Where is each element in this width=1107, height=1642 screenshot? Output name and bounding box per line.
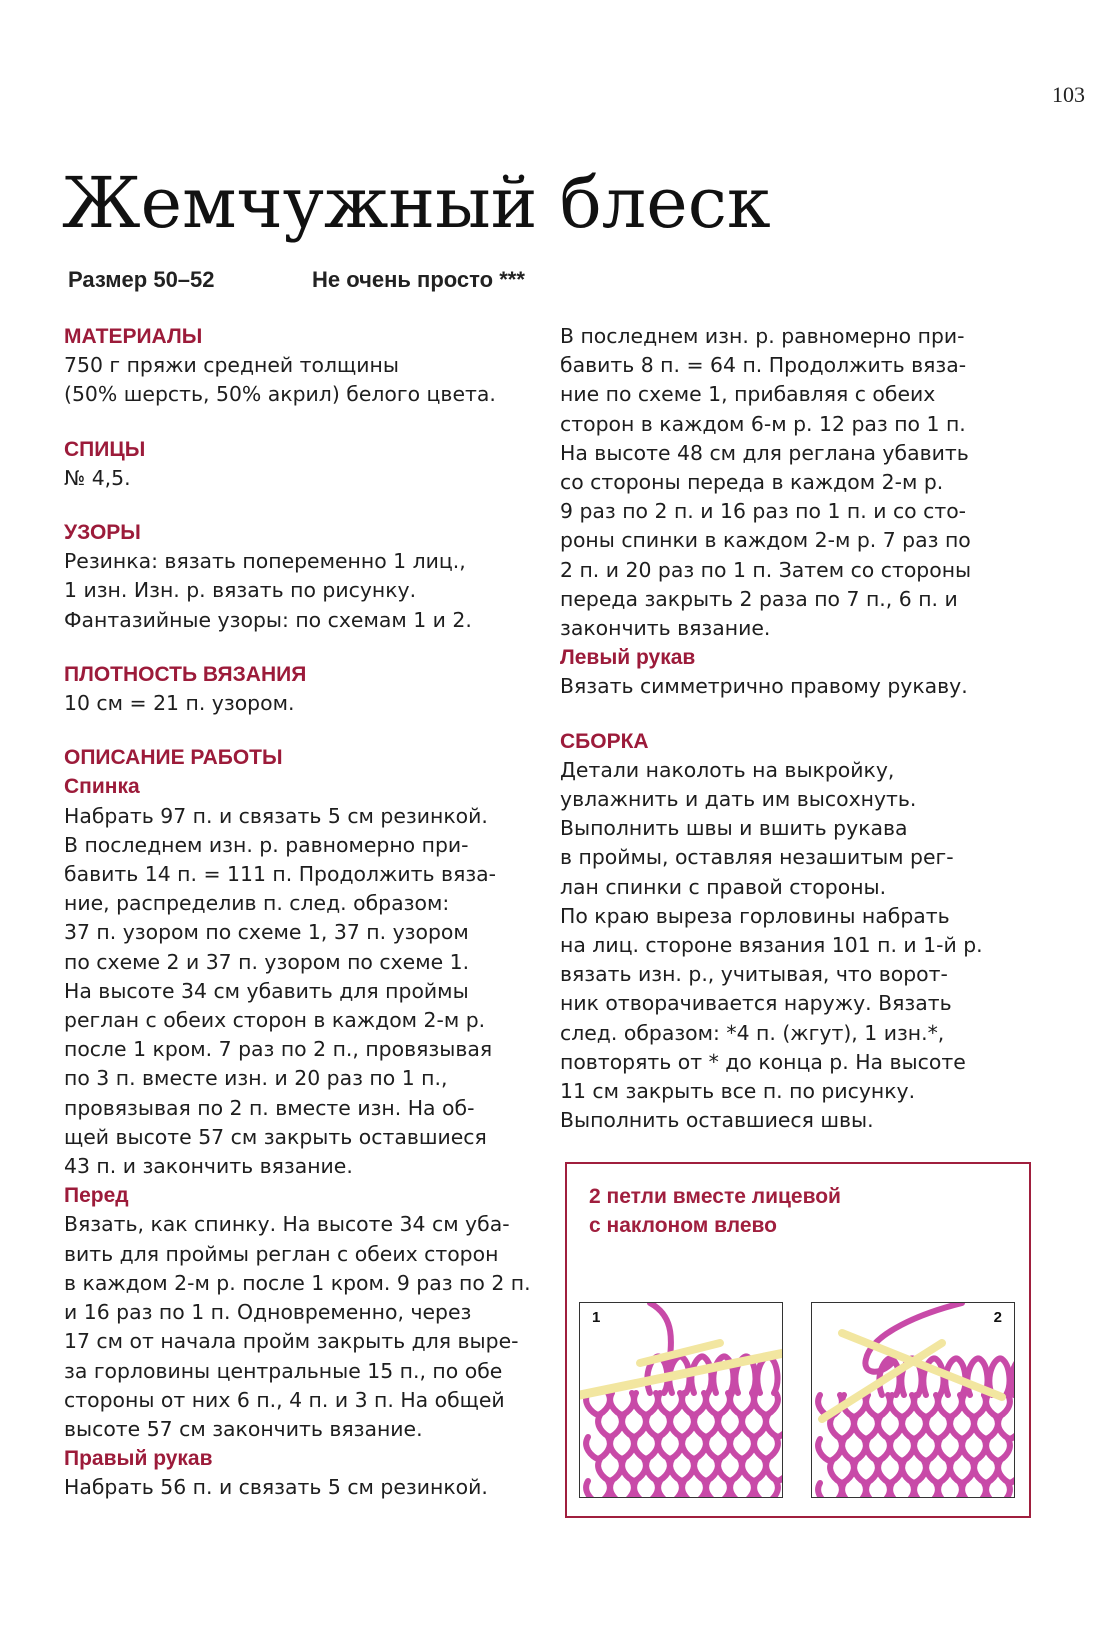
stitch-loop bbox=[938, 1395, 962, 1417]
stitch-loop bbox=[718, 1459, 742, 1481]
stitch-loop bbox=[694, 1459, 718, 1481]
right-column bbox=[560, 322, 1030, 1135]
stitch-loop bbox=[742, 1459, 766, 1481]
text-line: повторять от * до конца р. На высоте bbox=[560, 1049, 966, 1074]
stitch-loop bbox=[754, 1481, 778, 1498]
stitch-loop bbox=[598, 1415, 622, 1437]
text-line: Вязать симметрично правому рукаву. bbox=[560, 674, 968, 699]
text-line: след. образом: *4 п. (жгут), 1 изн.*, bbox=[560, 1020, 945, 1045]
stitch-loop bbox=[842, 1439, 866, 1461]
text-line: после 1 кром. 7 раз по 2 п., провязывая bbox=[64, 1037, 493, 1062]
stitch-loop bbox=[766, 1459, 783, 1481]
text-line: 43 п. и закончить вязание. bbox=[64, 1154, 353, 1179]
stitch-loop bbox=[998, 1461, 1015, 1483]
text-line: на лиц. стороне вязания 101 п. и 1-й р. bbox=[560, 933, 983, 958]
size-label: Размер 50–52 bbox=[68, 267, 215, 292]
text-line: бавить 14 п. = 111 п. Продолжить вяза- bbox=[64, 862, 497, 887]
text-line: Набрать 56 п. и связать 5 см резинкой. bbox=[64, 1475, 488, 1500]
stitch-loop bbox=[974, 1417, 998, 1439]
stitch-loop bbox=[586, 1481, 610, 1498]
text-line: реглан с обеих сторон в каждом 2-м р. bbox=[64, 1008, 486, 1033]
text-line: Резинка: вязать попеременно 1 лиц., bbox=[64, 549, 466, 574]
stitch-loop bbox=[670, 1459, 694, 1481]
illustration-title bbox=[589, 1182, 841, 1240]
stitch-loop bbox=[926, 1417, 950, 1439]
left-column bbox=[64, 322, 544, 1503]
illustration-title-line2: с наклоном влево bbox=[589, 1214, 777, 1237]
page-title: Жемчужный блеск bbox=[62, 162, 771, 244]
stitch-loop bbox=[938, 1483, 962, 1498]
stitch-loop bbox=[730, 1393, 754, 1415]
text-line: 2 п. и 20 раз по 1 п. Затем со стороны bbox=[560, 557, 972, 582]
stitch-loop bbox=[634, 1481, 658, 1498]
text-line: 37 п. узором по схеме 1, 37 п. узором bbox=[64, 920, 469, 945]
stitch-loop bbox=[818, 1483, 842, 1498]
text-line: высоте 57 см закончить вязание. bbox=[64, 1416, 423, 1441]
stitch-loop bbox=[706, 1393, 730, 1415]
stitch-loop bbox=[854, 1461, 878, 1483]
text-line: 10 см = 21 п. узором. bbox=[64, 691, 295, 716]
stitch-loop bbox=[622, 1415, 646, 1437]
text-line: вить для проймы реглан с обеих сторон bbox=[64, 1241, 499, 1266]
stitch-loop bbox=[962, 1395, 986, 1417]
text-line: переда закрыть 2 раза по 7 п., 6 п. и bbox=[560, 586, 958, 611]
stitch-loop bbox=[646, 1459, 670, 1481]
stitch-loop bbox=[610, 1437, 634, 1459]
text-line: Детали наколоть на выкройку, bbox=[560, 757, 895, 782]
text-line: по схеме 2 и 37 п. узором по схеме 1. bbox=[64, 949, 470, 974]
text-line: ник отворачивается наружу. Вязать bbox=[560, 991, 952, 1016]
stitch-loop bbox=[754, 1393, 778, 1415]
stitch-loop bbox=[754, 1437, 778, 1459]
text-line: вязать изн. р., учитывая, что ворот- bbox=[560, 962, 948, 987]
stitch-loop bbox=[914, 1483, 938, 1498]
stitch-loop bbox=[818, 1439, 842, 1461]
text-line: закончить вязание. bbox=[560, 616, 771, 641]
knitting-diagram-2 bbox=[812, 1303, 1015, 1498]
section-heading: УЗОРЫ bbox=[64, 521, 141, 545]
subsection-heading: Спинка bbox=[64, 775, 140, 799]
stitch-loop bbox=[890, 1483, 914, 1498]
stitch-loop bbox=[598, 1459, 622, 1481]
illustration-title-line1: 2 петли вместе лицевой bbox=[589, 1185, 841, 1208]
difficulty-label: Не очень просто *** bbox=[312, 267, 525, 292]
stitch-loop bbox=[1011, 1358, 1015, 1395]
text-line: Набрать 97 п. и связать 5 см резинкой. bbox=[64, 803, 488, 828]
stitch-loop bbox=[914, 1395, 938, 1417]
stitch-loop bbox=[986, 1439, 1010, 1461]
stitch-loop bbox=[902, 1417, 926, 1439]
stitch-loop bbox=[706, 1481, 730, 1498]
page-number: 103 bbox=[1052, 82, 1085, 107]
text-line: 750 г пряжи средней толщины bbox=[64, 353, 399, 378]
text-line: По краю выреза горловины набрать bbox=[560, 903, 950, 928]
text-line: со стороны переда в каждом 2-м р. bbox=[560, 470, 944, 495]
text-line: ние, распределив п. след. образом: bbox=[64, 891, 450, 916]
stitch-loop bbox=[926, 1461, 950, 1483]
text-line: роны спинки в каждом 2-м р. 7 раз по bbox=[560, 528, 971, 553]
illustration-box bbox=[565, 1162, 1031, 1518]
stitch-loop bbox=[890, 1395, 914, 1417]
stitch-loop bbox=[742, 1415, 766, 1437]
text-line: Выполнить оставшиеся швы. bbox=[560, 1108, 874, 1133]
text-line: № 4,5. bbox=[64, 465, 131, 490]
text-line: провязывая по 2 п. вместе изн. На об- bbox=[64, 1095, 475, 1120]
stitch-loop bbox=[586, 1437, 610, 1459]
text-line: бавить 8 п. = 64 п. Продолжить вяза- bbox=[560, 353, 967, 378]
stitch-loop bbox=[866, 1439, 890, 1461]
text-line: Вязать, как спинку. На высоте 34 см уба- bbox=[64, 1212, 510, 1237]
stitch-loop bbox=[830, 1417, 854, 1439]
figure-1 bbox=[579, 1302, 783, 1498]
figure-1-number: 1 bbox=[592, 1309, 601, 1326]
section-heading: СБОРКА bbox=[560, 729, 649, 753]
stitch-loop bbox=[902, 1461, 926, 1483]
stitch-loop bbox=[646, 1415, 670, 1437]
section-heading: ОПИСАНИЕ РАБОТЫ bbox=[64, 746, 283, 770]
stitch-loop bbox=[866, 1483, 890, 1498]
text-line: стороны от них 6 п., 4 п. и 3 п. На общей bbox=[64, 1387, 505, 1412]
stitch-loop bbox=[730, 1481, 754, 1498]
stitch-loop bbox=[998, 1417, 1015, 1439]
stitch-loop bbox=[854, 1417, 878, 1439]
text-line: На высоте 34 см убавить для проймы bbox=[64, 978, 469, 1003]
stitch-loop bbox=[658, 1393, 682, 1415]
stitch-loop bbox=[706, 1437, 730, 1459]
stitch-loop bbox=[682, 1437, 706, 1459]
stitch-loop bbox=[718, 1415, 742, 1437]
section-heading: МАТЕРИАЛЫ bbox=[64, 325, 203, 348]
text-line: сторон в каждом 6-м р. 12 раз по 1 п. bbox=[560, 411, 966, 436]
stitch-loop bbox=[950, 1417, 974, 1439]
stitch-loop bbox=[658, 1437, 682, 1459]
stitch-loop bbox=[962, 1483, 986, 1498]
text-line: На высоте 48 см для реглана убавить bbox=[560, 440, 969, 465]
knitting-diagram-1 bbox=[580, 1303, 783, 1498]
text-line: 11 см закрыть все п. по рисунку. bbox=[560, 1079, 916, 1104]
stitch-loop bbox=[658, 1481, 682, 1498]
section-heading: ПЛОТНОСТЬ ВЯЗАНИЯ bbox=[64, 662, 307, 686]
section-heading: СПИЦЫ bbox=[64, 437, 146, 461]
text-line: 17 см от начала пройм закрыть для выре- bbox=[64, 1329, 519, 1354]
text-line: и 16 раз по 1 п. Одновременно, через bbox=[64, 1300, 472, 1325]
figure-2 bbox=[811, 1302, 1015, 1498]
stitch-loop bbox=[986, 1483, 1010, 1498]
stitch-loop bbox=[766, 1415, 783, 1437]
stitch-loop bbox=[866, 1395, 890, 1417]
subsection-heading: Перед bbox=[64, 1184, 129, 1208]
stitch-loop bbox=[634, 1393, 658, 1415]
stitch-loop bbox=[938, 1439, 962, 1461]
text-line: лан спинки с правой стороны. bbox=[560, 874, 887, 899]
text-line: Фантазийные узоры: по схемам 1 и 2. bbox=[64, 607, 472, 632]
text-line: В последнем изн. р. равномерно при- bbox=[64, 832, 469, 857]
stitch-loop bbox=[974, 1461, 998, 1483]
text-line: Выполнить швы и вшить рукава bbox=[560, 816, 908, 841]
text-line: увлажнить и дать им высохнуть. bbox=[560, 787, 917, 812]
subsection-heading: Правый рукав bbox=[64, 1447, 213, 1471]
text-line: 1 изн. Изн. р. вязать по рисунку. bbox=[64, 578, 417, 603]
stitch-loop bbox=[950, 1461, 974, 1483]
figure-2-number: 2 bbox=[993, 1309, 1002, 1326]
stitch-loop bbox=[842, 1483, 866, 1498]
stitch-loop bbox=[962, 1439, 986, 1461]
stitch-loop bbox=[730, 1437, 754, 1459]
text-line: по 3 п. вместе изн. и 20 раз по 1 п., bbox=[64, 1066, 448, 1091]
subsection-heading: Левый рукав bbox=[560, 646, 696, 670]
stitch-loop bbox=[914, 1439, 938, 1461]
stitch-loop bbox=[890, 1439, 914, 1461]
text-line: (50% шерсть, 50% акрил) белого цвета. bbox=[64, 382, 496, 407]
stitch-loop bbox=[682, 1393, 706, 1415]
text-line: в каждом 2-м р. после 1 кром. 9 раз по 2 п. bbox=[64, 1270, 531, 1295]
text-line: за горловины центральные 15 п., по обе bbox=[64, 1358, 503, 1383]
stitch-loop bbox=[830, 1461, 854, 1483]
text-line: 9 раз по 2 п. и 16 раз по 1 п. и со сто- bbox=[560, 499, 967, 524]
stitch-loop bbox=[622, 1459, 646, 1481]
stitch-loop bbox=[878, 1461, 902, 1483]
stitch-loop bbox=[610, 1393, 634, 1415]
stitch-loop bbox=[682, 1481, 706, 1498]
text-line: щей высоте 57 см закрыть оставшиеся bbox=[64, 1124, 487, 1149]
stitch-loop bbox=[634, 1437, 658, 1459]
stitch-loop bbox=[694, 1415, 718, 1437]
stitch-loop bbox=[878, 1417, 902, 1439]
stitch-loop bbox=[670, 1415, 694, 1437]
text-line: в проймы, оставляя незашитым рег- bbox=[560, 845, 954, 870]
text-line: ние по схеме 1, прибавляя с обеих bbox=[560, 382, 936, 407]
text-line: В последнем изн. р. равномерно при- bbox=[560, 324, 965, 348]
stitch-loop bbox=[610, 1481, 634, 1498]
